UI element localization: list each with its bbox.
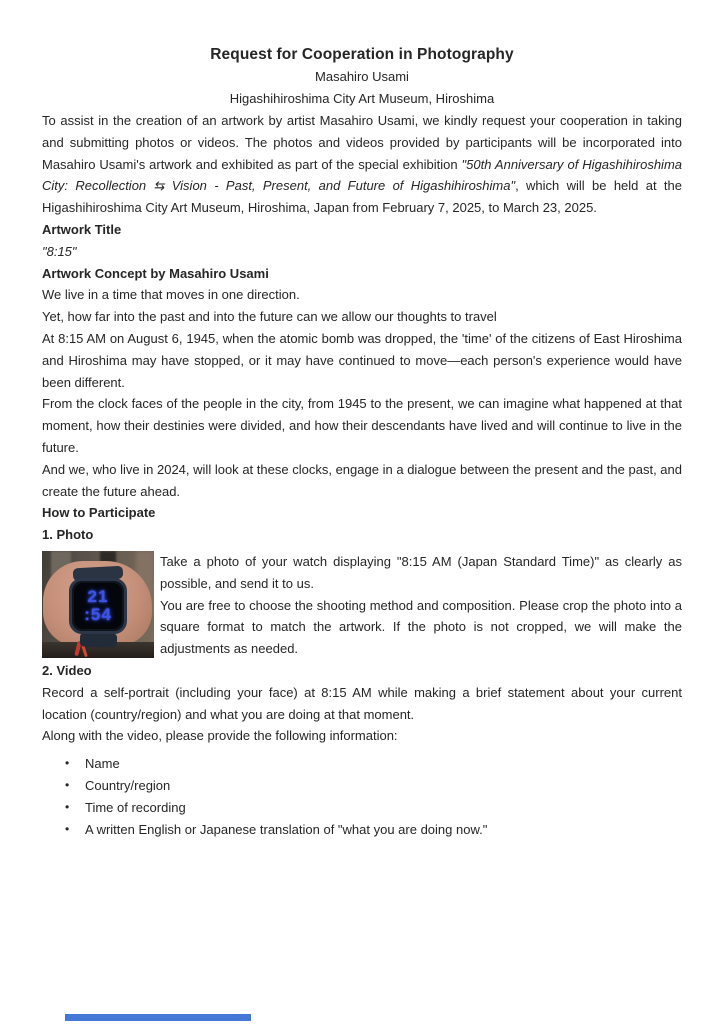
bullet-text: Time of recording [85,799,186,815]
intro-paragraph [42,110,682,219]
page-title: Request for Cooperation in Photography [210,46,514,63]
watch-time-minutes: :54 [84,605,112,625]
concept-paragraph: From the clock faces of the people in the city, from 1945 to the present, we can imagine what happened at that moment, how their destinies were divided, and how their descendants have lived and will continue to live in the future. [42,396,682,455]
bullet-icon: • [65,756,70,771]
watch-photo [42,551,154,658]
smartwatch [69,578,127,635]
affiliation: Higashihiroshima City Art Museum, Hiroshima [229,91,495,106]
concept-paragraph: Yet, how far into the past and into the future can we allow our thoughts to travel [42,309,497,325]
bullet-text: A written English or Japanese translation of "what you are doing now." [85,821,488,837]
list-item [42,775,682,797]
concept-heading: Artwork Concept by Masahiro Usami [42,265,269,281]
bullet-text: Country/region [85,777,171,793]
document-header [0,0,724,110]
bullet-text: Name [85,756,120,772]
footer-accent-bar [65,1014,251,1021]
video-paragraph: Record a self-portrait (including your face) at 8:15 AM while making a brief statement about your current location (country/region) and what you are doing at that moment. [42,684,682,722]
video-paragraph: Along with the video, please provide the following information: [42,728,398,744]
concept-paragraph: At 8:15 AM on August 6, 1945, when the atomic bomb was dropped, the 'time' of the citizens of East Hiroshima and Hiroshima may have stopped, or it may have continued to move—each person's experience would have been different. [42,330,682,390]
exhibition-title: "50th Anniversary of Higashihiroshima City: Recollection ⇆ Vision - Past, Present, and Future of Higashihiroshima" [42,156,683,194]
participate-heading: How to Participate [42,505,156,521]
video-info-list [42,753,682,840]
bullet-icon: • [65,821,70,836]
artwork-title-heading: Artwork Title [42,221,122,237]
intro-text-2: , which will be held at the Higashihiroshima City Art Museum, Hiroshima, Japan from February 7, 2025, to March 23, 2025. [42,178,682,216]
bullet-icon: • [65,799,70,814]
document-body [0,110,724,840]
photo-paragraph: Take a photo of your watch displaying "8:15 AM (Japan Standard Time)" as clearly as possible, and send it to us. [160,553,682,591]
author-name: Masahiro Usami [315,69,409,84]
list-item [42,753,682,775]
watch-time-hours: 21 [87,587,109,607]
intro-text-1: To assist in the creation of an artwork by artist Masahiro Usami, we kindly request your cooperation in taking and submitting photos or videos. The photos and videos provided by participants will be incorporated into Masahiro Usami's artwork and exhibited as part of the special exhibition [42,113,682,172]
photo-section-heading: 1. Photo [42,527,94,543]
concept-paragraph: And we, who live in 2024, will look at these clocks, engage in a dialogue between the present and the past, and create the future ahead. [42,461,682,499]
video-section-heading: 2. Video [42,662,92,678]
bullet-icon: • [65,777,70,792]
list-item [42,819,682,841]
photo-instructions [160,551,682,660]
artwork-title-value: "8:15" [42,243,77,259]
concept-paragraph: We live in a time that moves in one direction. [42,287,300,303]
photo-instruction-row [42,551,682,660]
watch-screen [74,583,122,630]
photo-paragraph: You are free to choose the shooting method and composition. Please crop the photo into a square format to match the artwork. If the photo is not cropped, we will make the adjustments as needed. [160,597,682,657]
watch-band-bottom [80,633,117,648]
list-item [42,797,682,819]
